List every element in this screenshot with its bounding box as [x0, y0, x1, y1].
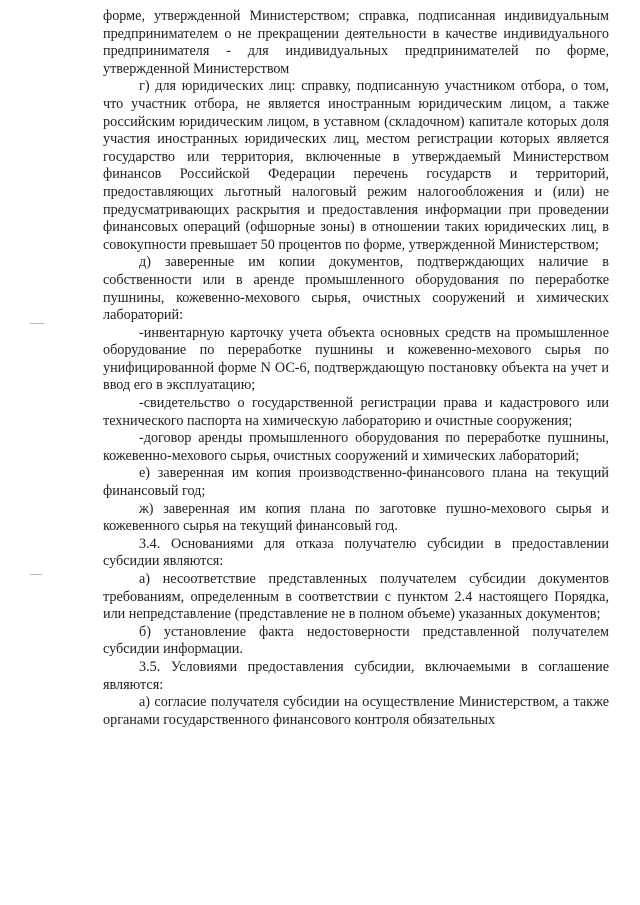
paragraph: д) заверенные им копии документов, подтверждающих наличие в собственности или в аренде промышленного оборудования по переработке пушнины, кожевенно-мехового сырья, очистных сооружений и химических лабораторий: [103, 254, 609, 324]
scan-margin-mark [30, 574, 42, 575]
scan-margin-mark [30, 323, 44, 324]
paragraph: ж) заверенная им копия плана по заготовке пушно-мехового сырья и кожевенного сырья на текущий финансовый год. [103, 500, 609, 535]
paragraph: г) для юридических лиц: справку, подписанную участником отбора, о том, что участник отбора, не является иностранным юридическим лицом, а также российским юридическим лицом, в уставном (складочном) капитале которых доля участия иностранных юридических лиц, местом регистрации которых является государство или территория, включенные в утверждаемый Министерством финансов Российской Федерации перечень государств и территорий, предоставляющих льготный налоговый режим налогообложения и (или) не предусматривающих раскрытия и предоставления информации при проведении финансовых операций (офшорные зоны) в отношении таких юридических лиц, в совокупности превышает 50 процентов по форме, утвержденной Министерством; [103, 78, 609, 253]
paragraph: -свидетельство о государственной регистрации права и кадастрового или технического паспорта на химическую лабораторию и очистные сооружения; [103, 395, 609, 429]
paragraph: 3.4. Основаниями для отказа получателю субсидии в предоставлении субсидии являются: [103, 535, 609, 570]
paragraph: а) несоответствие представленных получателем субсидии документов требованиям, определенным в соответствии с пунктом 2.4 настоящего Порядка, или непредставление (представление не в полном объеме) указанных документов; [103, 571, 609, 623]
paragraph: -договор аренды промышленного оборудования по переработке пушнины, кожевенно-мехового сырья, очистных сооружений и химических лабораторий; [103, 430, 609, 464]
document-body [103, 8, 609, 729]
paragraph: е) заверенная им копия производственно-финансового плана на текущий финансовый год; [103, 465, 609, 500]
paragraph: 3.5. Условиями предоставления субсидии, включаемыми в соглашение являются: [103, 658, 609, 693]
paragraph: б) установление факта недостоверности представленной получателем субсидии информации. [103, 623, 609, 658]
paragraph: а) согласие получателя субсидии на осуществление Министерством, а также органами государственного финансового контроля обязательных [103, 694, 609, 728]
paragraph: форме, утвержденной Министерством; справка, подписанная индивидуальным предпринимателем о не прекращении деятельности в качестве индивидуального предпринимателя - для индивидуальных предпринимателей по форме, утвержденной Министерством [103, 8, 609, 77]
paragraph: -инвентарную карточку учета объекта основных средств на промышленное оборудование по переработке пушнины и кожевенно-мехового сырья по унифицированной форме N ОС-6, подтверждающую постановку объекта на учет и ввод его в эксплуатацию; [103, 324, 609, 394]
